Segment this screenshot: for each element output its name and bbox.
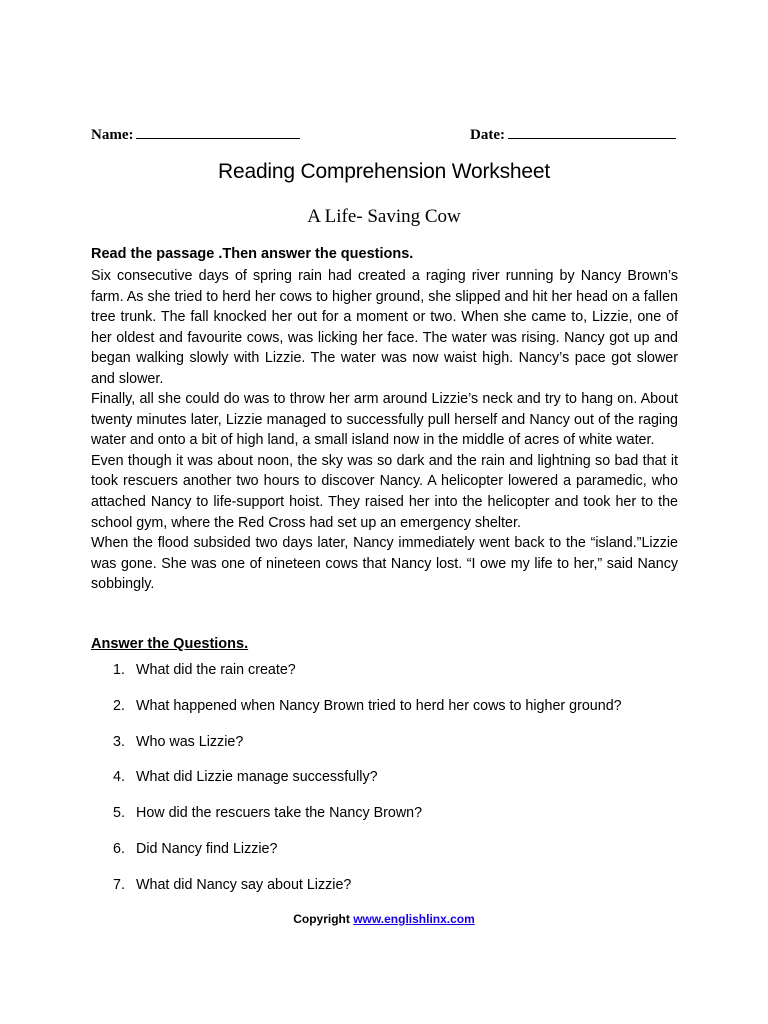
reading-passage	[91, 266, 678, 595]
copyright-link[interactable]: www.englishlinx.com	[353, 912, 475, 926]
passage-paragraph: Six consecutive days of spring rain had created a raging river running by Nancy Brown’s farm. As she tried to herd her cows to higher ground, she slipped and hit her head on a fallen tree trunk. The fall knocked her out for a moment or two. When she came to, Lizzie, one of her oldest and favourite cows, was licking her face. The water was rising. Nancy got up and began walking slowly with Lizzie. The water was now waist high. Nancy’s pace got slower and slower.	[91, 268, 678, 387]
question-number: 5.	[113, 805, 125, 822]
date-field	[470, 126, 676, 144]
story-title: A Life- Saving Cow	[307, 206, 461, 227]
instructions: Read the passage .Then answer the questions.	[91, 246, 414, 262]
copyright-label: Copyright	[293, 912, 350, 926]
date-label: Date:	[470, 127, 505, 143]
passage-paragraph: Finally, all she could do was to throw her arm around Lizzie’s neck and try to hang on. About twenty minutes later, Lizzie managed to successfully pull herself and Nancy out of the raging water and onto a bit of high land, a small island now in the middle of acres of white water.	[91, 391, 678, 449]
copyright-footer	[0, 912, 768, 926]
date-blank-line	[508, 126, 676, 139]
question-text: What did Nancy say about Lizzie?	[136, 876, 352, 893]
question-number: 1.	[113, 662, 125, 678]
question-number: 7.	[113, 876, 125, 893]
question-item	[91, 662, 681, 698]
question-text: Who was Lizzie?	[136, 733, 244, 750]
question-text: Did Nancy find Lizzie?	[136, 840, 278, 857]
answer-heading: Answer the Questions.	[91, 636, 249, 652]
name-blank-line	[136, 126, 300, 139]
question-number: 6.	[113, 840, 125, 857]
question-item	[91, 805, 681, 841]
question-text: What did the rain create?	[136, 662, 296, 678]
question-number: 3.	[113, 733, 125, 750]
name-field	[91, 126, 300, 144]
passage-paragraph: When the flood subsided two days later, Nancy immediately went back to the “island.”Lizzie was gone. She was one of nineteen cows that Nancy lost. “I owe my life to her,” said Nancy sobbingly.	[91, 535, 678, 593]
question-text: What happened when Nancy Brown tried to herd her cows to higher ground?	[136, 697, 622, 714]
question-item	[91, 698, 681, 734]
passage-paragraph: Even though it was about noon, the sky was so dark and the rain and lightning so bad that it took rescuers another two hours to discover Nancy. A helicopter lowered a paramedic, who attached Nancy to life-support hoist. They raised her into the helicopter and took her to the school gym, where the Red Cross had set up an emergency shelter.	[91, 452, 678, 531]
question-item	[91, 734, 681, 770]
question-item	[91, 877, 681, 913]
question-text: How did the rescuers take the Nancy Brown?	[136, 805, 423, 822]
question-item	[91, 769, 681, 805]
name-label: Name:	[91, 127, 134, 143]
question-number: 4.	[113, 769, 125, 786]
question-number: 2.	[113, 697, 125, 714]
worksheet-title: Reading Comprehension Worksheet	[218, 160, 550, 183]
question-list	[91, 662, 681, 913]
question-item	[91, 841, 681, 877]
question-text: What did Lizzie manage successfully?	[136, 769, 378, 786]
header-fields	[91, 126, 677, 148]
